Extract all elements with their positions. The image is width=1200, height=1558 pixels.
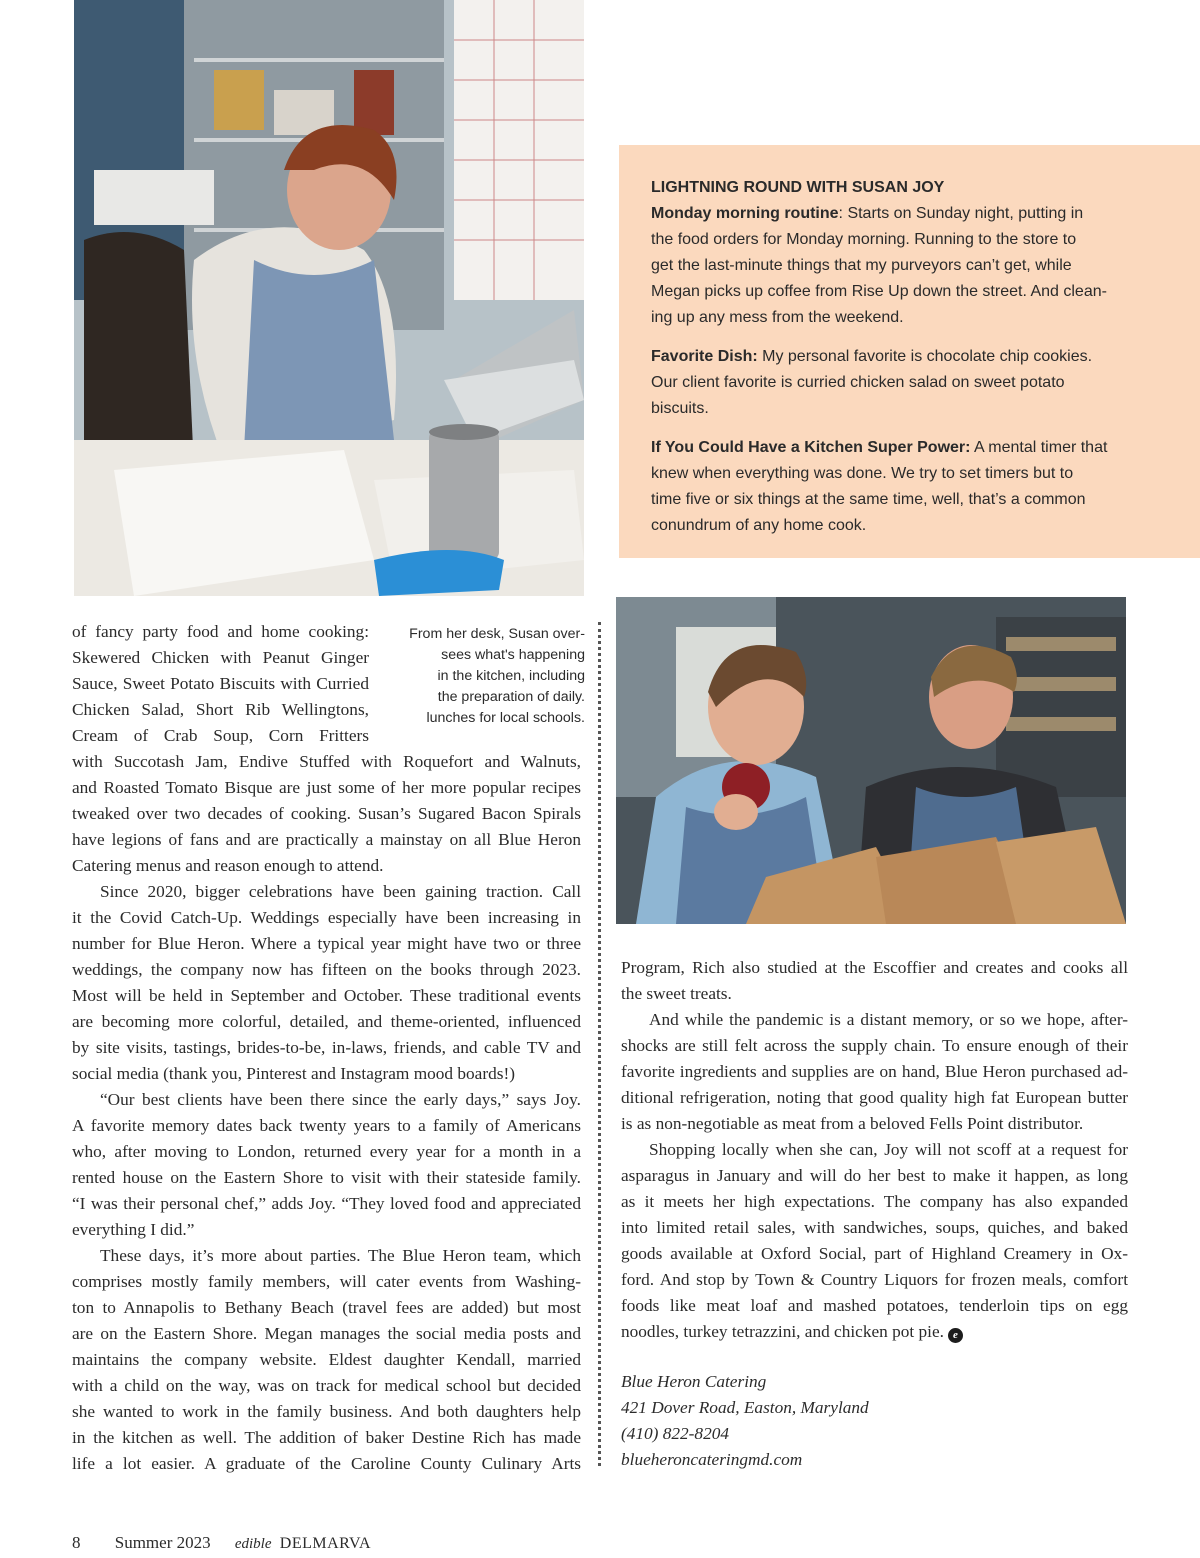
sidebar-q1-line: : Starts on Sunday night, putting in	[838, 205, 1084, 222]
text-line: by site visits, tastings, brides-to-be, in-laws, friends, and cable TV and	[72, 1038, 581, 1057]
contact-line: 421 Dover Road, Easton, Maryland	[621, 1398, 869, 1417]
sidebar-q2-line: My personal favorite is chocolate chip cookies.	[757, 348, 1093, 365]
sidebar-q2	[651, 344, 1140, 422]
sidebar-q1-label: Monday morning routine	[651, 205, 839, 222]
text-line: with a child on the way, was on track for medical school but decided	[72, 1376, 581, 1395]
text-line: Shopping locally when she can, Joy will not scoff at a request for	[649, 1140, 1128, 1159]
text-line: foods like meat loaf and mashed potatoes, tenderloin tips on egg	[621, 1296, 1128, 1315]
sidebar-q2-line: biscuits.	[651, 400, 709, 417]
text-line: number for Blue Heron. Where a typical year might have two or three	[72, 934, 581, 953]
text-line: Cream of Crab Soup, Corn Fritters	[72, 726, 369, 745]
text-line: the sweet treats.	[621, 984, 732, 1003]
sidebar-q2-label: Favorite Dish:	[651, 348, 758, 365]
text-line: of fancy party food and home cooking:	[72, 622, 369, 641]
text-line: goods available at Oxford Social, part of Highland Creamery in Ox-	[621, 1244, 1128, 1263]
sidebar-title: LIGHTNING ROUND WITH SUSAN JOY	[651, 179, 945, 196]
text-line: it the Covid Catch-Up. Weddings especially have been increasing in	[72, 908, 581, 927]
caption-line: lunches for local schools.	[426, 710, 585, 726]
photo-staff-illustration	[616, 597, 1126, 924]
text-line: who, after moving to London, returned every year for a month in a	[72, 1142, 581, 1161]
text-line: she wanted to work in the family business. And both daughters help	[72, 1402, 581, 1421]
text-line: Most will be held in September and October. These traditional events	[72, 986, 581, 1005]
text-line: rented house on the Eastern Shore to visit with their stateside family.	[72, 1168, 581, 1187]
text-line: weddings, the company now has fifteen on the books through 2023.	[72, 960, 581, 979]
text-line: everything I did.”	[72, 1220, 195, 1239]
photo-susan-at-desk	[74, 0, 584, 596]
magazine-brand-italic: edible	[234, 1536, 272, 1552]
page-footer	[72, 1533, 371, 1554]
text-line: in the kitchen as well. The addition of baker Destine Rich has made	[72, 1428, 581, 1447]
text-line: favorite ingredients and supplies are on hand, Blue Heron purchased ad-	[621, 1062, 1128, 1081]
sidebar-q3	[651, 435, 1140, 539]
text-line: Skewered Chicken with Peanut Ginger	[72, 648, 369, 667]
sidebar-q1-line: Megan picks up coffee from Rise Up down the street. And clean-	[651, 283, 1107, 300]
text-line: These days, it’s more about parties. The Blue Heron team, which	[100, 1246, 581, 1265]
text-line-content: noodles, turkey tetrazzini, and chicken pot pie.	[621, 1322, 944, 1341]
text-line: is as non-negotiable as meat from a beloved Fells Point distributor.	[621, 1114, 1084, 1133]
text-line: have legions of fans and are practically a mainstay on all Blue Heron	[72, 830, 581, 849]
text-line: into limited retail sales, with sandwiches, soups, quiches, and baked	[621, 1218, 1128, 1237]
text-line: social media (thank you, Pinterest and Instagram mood boards!)	[72, 1064, 515, 1083]
text-line: are becoming more colorful, detailed, and theme-oriented, influenced	[72, 1012, 581, 1031]
text-line: maintains the company website. Eldest daughter Kendall, married	[72, 1350, 581, 1369]
article-right-column	[621, 955, 1128, 1485]
sidebar-q3-label: If You Could Have a Kitchen Super Power:	[651, 439, 971, 456]
text-line: And while the pandemic is a distant memory, or so we hope, after-	[649, 1010, 1128, 1029]
text-line: Program, Rich also studied at the Escoffier and creates and cooks all	[621, 958, 1128, 977]
sidebar-q3-line: A mental timer that	[970, 439, 1108, 456]
text-line: Sauce, Sweet Potato Biscuits with Curried	[72, 674, 369, 693]
text-line: Catering menus and reason enough to attend.	[72, 856, 384, 875]
sidebar-q1-line: ing up any mess from the weekend.	[651, 309, 904, 326]
photo-susan-illustration	[74, 0, 584, 596]
sidebar-q2-line: Our client favorite is curried chicken salad on sweet potato	[651, 374, 1065, 391]
contact-line: (410) 822-8204	[621, 1424, 729, 1443]
sidebar-q3-line: time five or six things at the same time, well, that’s a common	[651, 491, 1086, 508]
text-line	[621, 1319, 1128, 1345]
sidebar-q3-line: conundrum of any home cook.	[651, 517, 867, 534]
end-mark-icon: e	[948, 1328, 963, 1343]
text-line: and Roasted Tomato Bisque are just some of her more popular recipes	[72, 778, 581, 797]
text-line: are on the Eastern Shore. Megan manages the social media posts and	[72, 1324, 581, 1343]
text-line: life a lot easier. A graduate of the Caroline County Culinary Arts	[72, 1454, 581, 1473]
issue-label: Summer 2023	[114, 1533, 211, 1552]
text-line: “I was their personal chef,” adds Joy. “They loved food and appreciated	[72, 1194, 581, 1213]
sidebar-q1	[651, 201, 1140, 331]
caption-line: sees what's happening	[441, 647, 585, 663]
magazine-brand-caps: DELMARVA	[279, 1535, 372, 1552]
contact-line: blueheroncateringmd.com	[621, 1450, 803, 1469]
sidebar-q1-line: the food orders for Monday morning. Running to the store to	[651, 231, 1077, 248]
photo-kitchen-staff	[616, 597, 1126, 924]
sidebar-q1-line: get the last-minute things that my purveyors can’t get, while	[651, 257, 1072, 274]
text-line: tweaked over two decades of cooking. Susan’s Sugared Bacon Spirals	[72, 804, 581, 823]
text-line: shocks are still felt across the supply chain. To ensure enough of their	[621, 1036, 1128, 1055]
contact-line: Blue Heron Catering	[621, 1372, 767, 1391]
text-line: ford. And stop by Town & Country Liquors for frozen meals, comfort	[621, 1270, 1128, 1289]
text-line: ton to Annapolis to Bethany Beach (travel fees are added) but most	[72, 1298, 581, 1317]
lightning-round-sidebar	[619, 145, 1200, 558]
sidebar-q3-line: knew when everything was done. We try to set timers but to	[651, 465, 1074, 482]
caption-line: the preparation of daily.	[437, 689, 585, 705]
text-line: ditional refrigeration, noting that good quality high fat European butter	[621, 1088, 1128, 1107]
text-line: comprises mostly family members, will cater events from Washing-	[72, 1272, 581, 1291]
caption-line: in the kitchen, including	[437, 668, 585, 684]
text-line: Since 2020, bigger celebrations have been gaining traction. Call	[100, 882, 581, 901]
text-line: asparagus in January and will do her best to make it happen, as long	[621, 1166, 1128, 1185]
text-line: Chicken Salad, Short Rib Wellingtons,	[72, 700, 369, 719]
page-number: 8	[72, 1533, 81, 1552]
text-line: as it meets her high expectations. The company has also expanded	[621, 1192, 1128, 1211]
article-left-column	[72, 619, 581, 1479]
caption-line: From her desk, Susan over-	[409, 626, 585, 642]
text-line: with Succotash Jam, Endive Stuffed with Roquefort and Walnuts,	[72, 752, 581, 771]
text-line: “Our best clients have been there since the early days,” says Joy.	[100, 1090, 581, 1109]
text-line: A favorite memory dates back twenty years to a family of Americans	[72, 1116, 581, 1135]
column-divider	[598, 622, 601, 1466]
